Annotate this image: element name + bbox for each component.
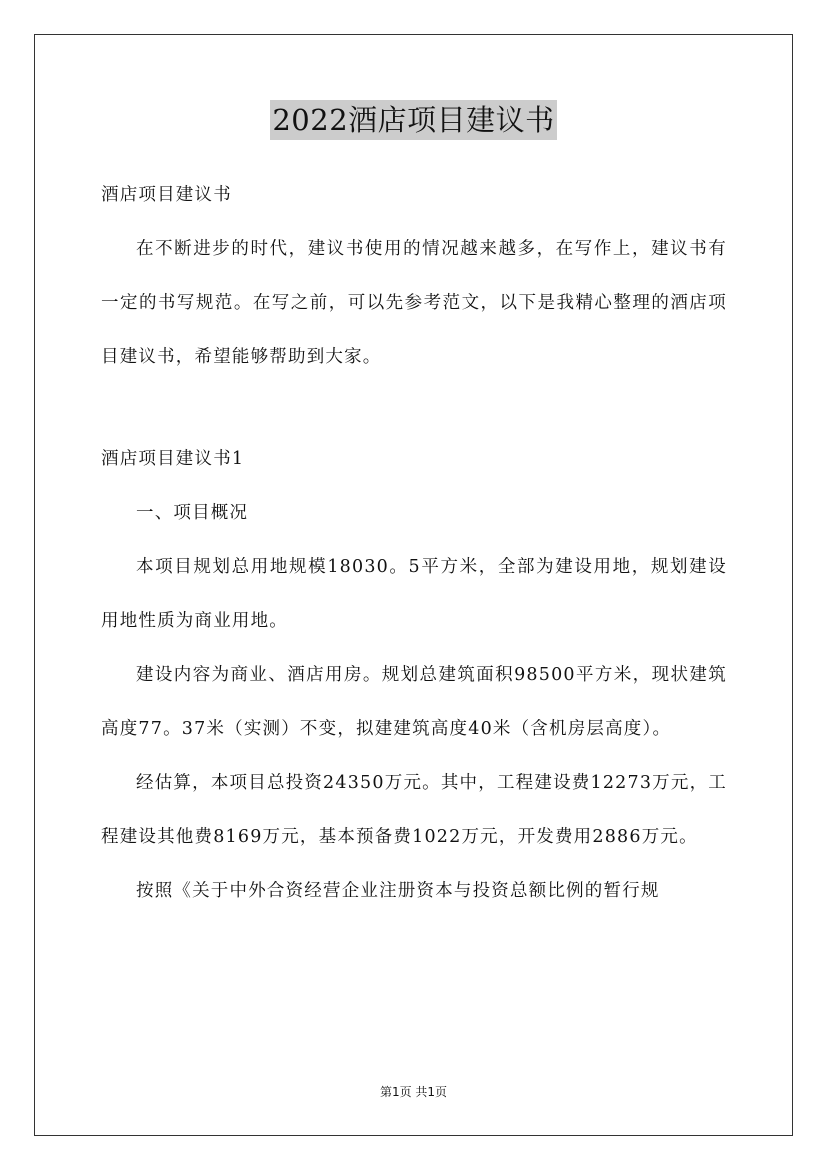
page-footer: 第1页 共1页 xyxy=(379,1085,448,1099)
title-container xyxy=(0,100,827,140)
paragraph-investment: 经估算，本项目总投资24350万元。其中，工程建设费12273万元，工程建设其他费8169万元，基本预备费1022万元，开发费用2886万元。 xyxy=(101,773,727,847)
document-body xyxy=(101,168,727,918)
spacer xyxy=(101,384,727,432)
section-title: 酒店项目建议书1 xyxy=(101,449,245,469)
paragraph-land: 本项目规划总用地规模18030。5平方米，全部为建设用地，规划建设用地性质为商业用地。 xyxy=(101,557,727,631)
document-title: 2022酒店项目建议书 xyxy=(270,100,556,140)
paragraph-regulation: 按照《关于中外合资经营企业注册资本与投资总额比例的暂行规 xyxy=(136,881,660,901)
paragraph-construction: 建设内容为商业、酒店用房。规划总建筑面积98500平方米，现状建筑高度77。37米（实测）不变，拟建建筑高度40米（含机房层高度）。 xyxy=(101,665,727,739)
subtitle: 酒店项目建议书 xyxy=(101,185,232,205)
heading-overview: 一、项目概况 xyxy=(136,503,249,523)
intro-paragraph: 在不断进步的时代，建议书使用的情况越来越多，在写作上，建议书有一定的书写规范。在写之前，可以先参考范文，以下是我精心整理的酒店项目建议书，希望能够帮助到大家。 xyxy=(101,239,727,367)
